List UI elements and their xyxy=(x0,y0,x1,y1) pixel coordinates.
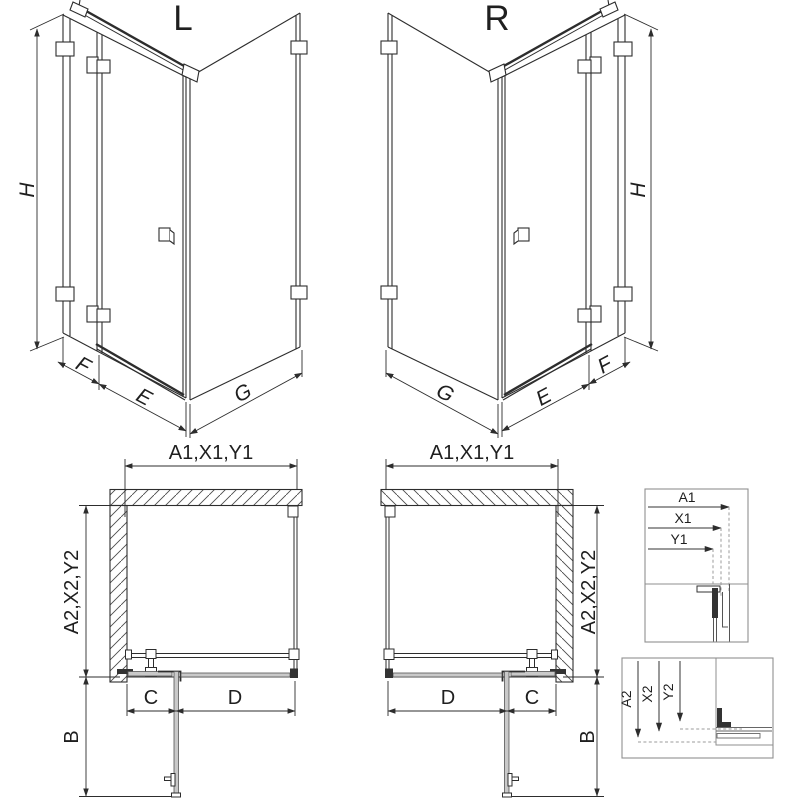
detail-label-a2: A2 xyxy=(618,690,634,708)
dim-label-height-left: H xyxy=(16,182,39,198)
detail-label-y1: Y1 xyxy=(670,531,688,547)
detail-label-x2: X2 xyxy=(639,685,655,703)
dim-label-total-depth-right: A2,X2,Y2 xyxy=(578,549,600,635)
dim-label-side-left: G xyxy=(230,379,256,408)
iso-left-labels xyxy=(16,0,256,411)
figure-label-left-version: L xyxy=(173,0,193,38)
detail-label-a1: A1 xyxy=(678,489,696,505)
figure-label-right-version: R xyxy=(484,0,510,38)
dim-label-door-swing-left: B xyxy=(61,730,83,744)
detail-inset-depth-measuring xyxy=(618,658,773,758)
detail-label-y2: Y2 xyxy=(660,683,676,701)
iso-drawing-right-version xyxy=(381,0,658,438)
dim-label-fixed-right: F xyxy=(593,352,617,379)
iso-right-labels xyxy=(432,0,650,411)
dim-label-fixed-seg-left: C xyxy=(143,687,159,709)
dim-label-total-width-right: A1,X1,Y1 xyxy=(429,442,515,464)
dim-label-total-depth-left: A2,X2,Y2 xyxy=(61,549,83,635)
detail-label-x1: X1 xyxy=(674,510,692,526)
dim-label-door-swing-right: B xyxy=(577,730,599,744)
dim-label-total-width-left: A1,X1,Y1 xyxy=(168,442,254,464)
dim-label-height-right: H xyxy=(627,182,650,198)
plan-drawing-right-version xyxy=(381,459,604,797)
dim-label-side-right: G xyxy=(432,379,458,408)
plan-drawing-left-version xyxy=(79,459,302,797)
dim-label-door-seg-left: D xyxy=(227,687,243,709)
dim-label-fixed-seg-right: C xyxy=(524,687,540,709)
dim-label-door-seg-right: D xyxy=(440,687,456,709)
plan-left-labels xyxy=(61,442,253,744)
dim-label-door-right: E xyxy=(532,383,556,411)
detail-inset-width-measuring xyxy=(645,489,748,642)
plan-right-labels xyxy=(430,442,600,744)
iso-drawing-left-version xyxy=(30,0,307,438)
dim-label-door-left: E xyxy=(132,383,156,411)
dim-label-fixed-left: F xyxy=(71,352,95,379)
